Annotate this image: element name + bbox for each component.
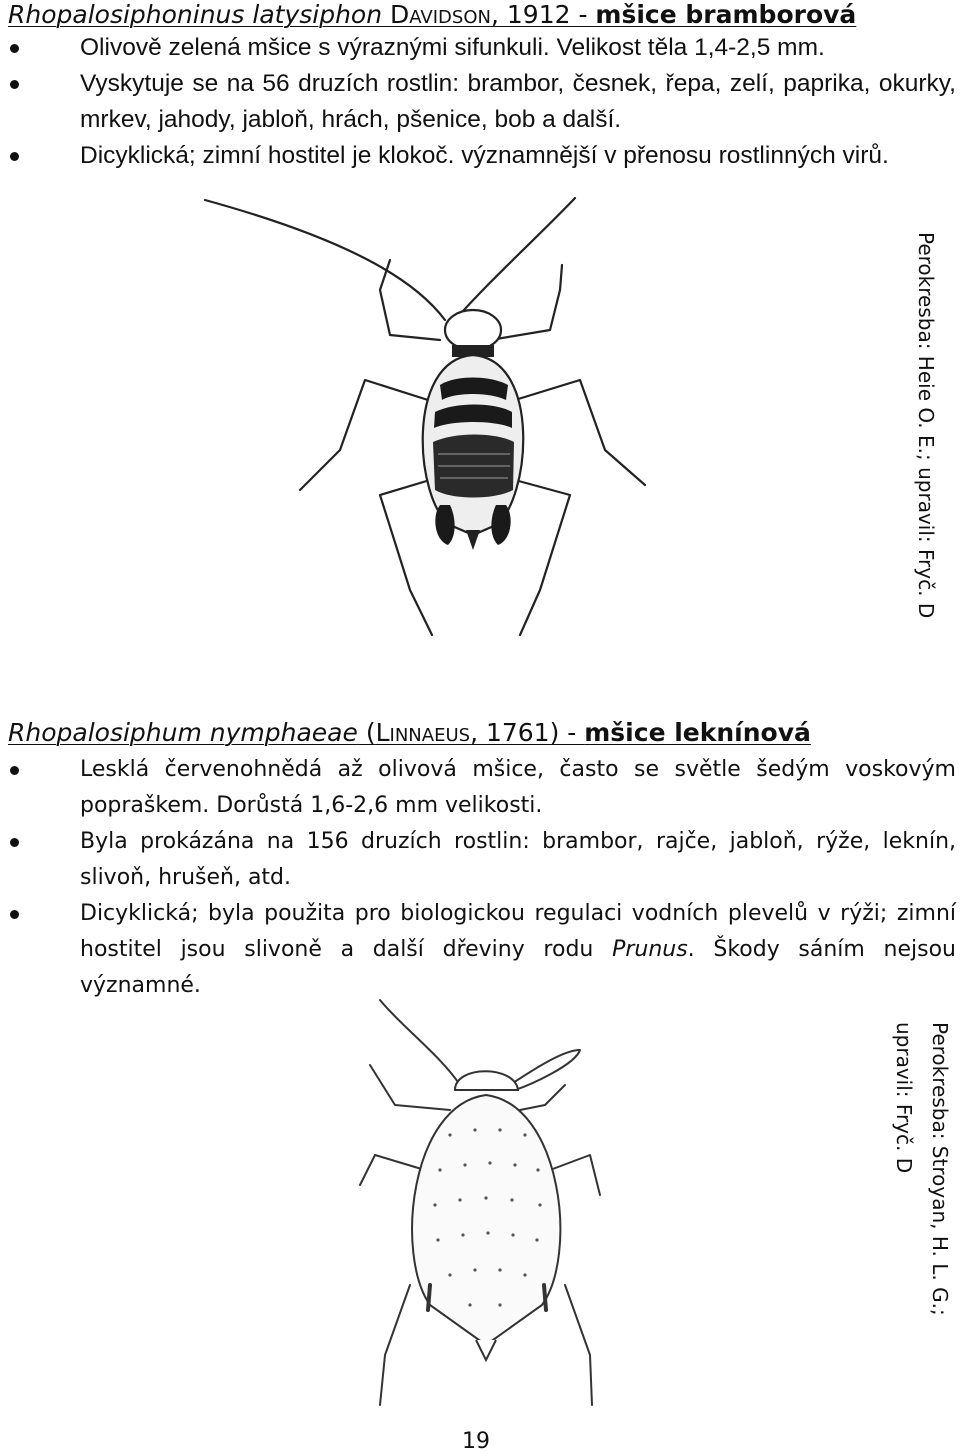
aphid-illustration-2 [300,995,680,1425]
species-2-bullet-3-genus: Prunus [612,937,688,962]
illustration-2-credit-line-1: Perokresba: Stroyan, H. L. G.; [928,1022,952,1316]
species-1-bullet-2: Vyskytuje se na 56 druzích rostlin: brambor, česnek, řepa, zelí, paprika, okurky, mrkev, jahody, jabloň, hrách, pšenice, bob a další. [8,66,956,138]
species-2-common-name: mšice leknínová [584,718,811,747]
illustration-1-credit: Perokresba: Heie O. E.; upravil: Fryč. D [914,232,938,619]
species-1-author: Davidson [390,0,491,29]
species-2-bullet-2: Byla prokázána na 156 druzích rostlin: brambor, rajče, jabloň, rýže, leknín, slivoň, hrušeň, atd. [8,824,956,896]
species-1-title [8,0,956,30]
species-2-bullet-3-pre: Dicyklická; byla použita pro biologickou regulaci vodních plevelů v rýži; zimní hostitel jsou slivoně a další dřeviny rodu [80,901,956,962]
species-2-genus: Rhopalosiphum nymphaeae [8,718,358,747]
illustration-2-credit [886,1022,958,1316]
species-2-bullet-1: Lesklá červenohnědá až olivová mšice, často se světle šedým voskovým popraškem. Dorůstá 1,6-2,6 mm velikosti. [8,752,956,824]
species-1-section [8,0,956,174]
species-1-bullets [8,30,956,174]
aphid-illustration-1 [190,190,750,660]
species-1-bullet-1: Olivově zelená mšice s výraznými sifunkuli. Velikost těla 1,4-2,5 mm. [8,30,956,66]
species-1-bullet-3: Dicyklická; zimní hostitel je klokoč. významnější v přenosu rostlinných virů. [8,138,956,174]
species-2-year: , 1761) - [470,718,585,747]
species-2-section [8,718,956,1004]
page-number: 19 [462,1429,490,1454]
species-2-author: Linnaeus [375,718,471,747]
species-2-bullets [8,752,956,1004]
species-1-genus: Rhopalosiphoninus latysiphon [8,0,383,29]
species-1-common-name: mšice bramborová [595,0,857,29]
illustration-2-credit-line-2: upravil: Fryč. D [892,1022,916,1174]
species-1-year: , 1912 - [490,0,596,29]
species-2-author-open: ( [357,718,376,747]
species-2-bullet-3-post: . Škody sáním nejsou významné. [80,937,956,998]
species-2-bullet-3 [8,896,956,1004]
species-2-title [8,718,956,748]
